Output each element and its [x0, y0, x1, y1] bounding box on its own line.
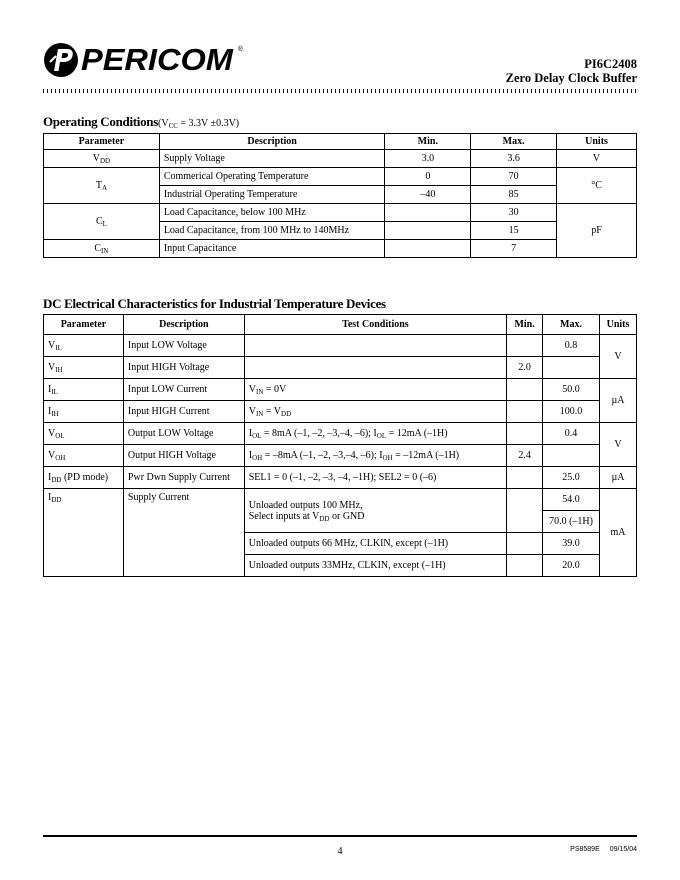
doc-code: PS8589E — [570, 846, 600, 853]
param-cell: $V_{OH}$ — [44, 445, 124, 467]
column-header: Units — [557, 134, 637, 150]
pericom-logo-icon — [43, 42, 79, 78]
min-cell: 2.0 — [507, 357, 543, 379]
desc-cell: Output HIGH Voltage — [123, 445, 244, 467]
column-header: Units — [599, 315, 636, 335]
doc-date: 09/15/04 — [609, 846, 637, 853]
operating-conditions-supply: $(V_{CC} = 3.3V \pm 0.3V)$ — [158, 118, 240, 130]
desc-cell: Load Capacitance, from 100 MHz to 140MHz — [159, 222, 385, 240]
company-logo — [43, 40, 243, 80]
desc-cell: Input LOW Voltage — [123, 335, 244, 357]
operating-conditions-table — [43, 133, 637, 258]
units-cell: V — [557, 150, 637, 168]
max-cell: 0.8 — [543, 335, 600, 357]
column-header: Description — [159, 134, 385, 150]
param-cell: $I_{IL}$ — [44, 379, 124, 401]
cond-cell: $V_{IN} = V_{DD}$ — [244, 401, 506, 423]
table-row — [44, 150, 637, 168]
column-header: Min. — [507, 315, 543, 335]
min-cell: 0 — [385, 168, 471, 186]
param-cell: $I_{DD}$ — [44, 489, 124, 577]
table-row — [44, 489, 637, 511]
units-cell: µA — [599, 379, 636, 423]
cond-cell: $V_{IN} = 0V$ — [244, 379, 506, 401]
param-cell: $C_L$ — [44, 204, 160, 240]
column-header: Max. — [471, 134, 557, 150]
param-cell: $V_{OL}$ — [44, 423, 124, 445]
desc-cell: Input HIGH Voltage — [123, 357, 244, 379]
cond-cell — [244, 357, 506, 379]
max-cell: 54.0 — [543, 489, 600, 511]
param-cell: $T_A$ — [44, 168, 160, 204]
registered-mark: ® — [237, 45, 243, 53]
operating-conditions-title: Operating $Conditions(V_{CC} = 3.3V \pm 0.3V)$ — [43, 114, 240, 130]
max-cell: 70 — [471, 168, 557, 186]
desc-cell: Input HIGH Current — [123, 401, 244, 423]
max-cell: 25.0 — [543, 467, 600, 489]
desc-cell: Industrial Operating Temperature — [159, 186, 385, 204]
param-cell: $V_{IL}$ — [44, 335, 124, 357]
param-cell: $V_{DD}$ — [44, 150, 160, 168]
min-cell — [507, 555, 543, 577]
param-cell: $I_{IH}$ — [44, 401, 124, 423]
cond-cell — [244, 335, 506, 357]
table-row — [44, 401, 637, 423]
max-cell: 100.0 — [543, 401, 600, 423]
units-cell: V — [599, 423, 636, 467]
units-cell: °C — [557, 168, 637, 204]
min-cell — [385, 204, 471, 222]
desc-cell: Input Capacitance — [159, 240, 385, 258]
param-cell: $V_{IH}$ — [44, 357, 124, 379]
page-number: 4 — [337, 846, 343, 857]
table-row — [44, 379, 637, 401]
units-cell: V — [599, 335, 636, 379]
max-cell — [543, 357, 600, 379]
table-header-row — [44, 134, 637, 150]
min-cell — [385, 240, 471, 258]
desc-cell: Output LOW Voltage — [123, 423, 244, 445]
max-cell — [543, 445, 600, 467]
table-row — [44, 204, 637, 222]
cond-cell: $I_{OL} = 8mA$ (–1, –2, –3,–4, –6); $I_{OL} = 12mA$ (–1H) — [244, 423, 506, 445]
cond-cell: Unloaded outputs 66 MHz, CLKIN, except (–1H) — [244, 533, 506, 555]
cond-cell: SEL1 = 0 (–1, –2, –3, –4, –1H); SEL2 = 0 (–6) — [244, 467, 506, 489]
min-cell: 3.0 — [385, 150, 471, 168]
max-cell: 0.4 — [543, 423, 600, 445]
part-number: PI6C2408 — [584, 57, 637, 71]
column-header: Test Conditions — [244, 315, 506, 335]
min-cell — [507, 379, 543, 401]
column-header: Min. — [385, 134, 471, 150]
units-cell: pF — [557, 204, 637, 258]
min-cell — [507, 533, 543, 555]
cond-cell: $I_{OH} = -8mA$ (–1, –2, –3,–4, –6); $I_{OH} = -12mA$ (–1H) — [244, 445, 506, 467]
param-cell: $C_{IN}$ — [44, 240, 160, 258]
table-row — [44, 357, 637, 379]
max-cell: 30 — [471, 204, 557, 222]
desc-cell: Supply Voltage — [159, 150, 385, 168]
table-row — [44, 240, 637, 258]
min-cell: 2.4 — [507, 445, 543, 467]
column-header: Parameter — [44, 134, 160, 150]
logo-text: PERICOM — [81, 42, 233, 77]
table-row — [44, 168, 637, 186]
dc-characteristics-title: DC Electrical Characteristics for Industrial Temperature Devices — [43, 296, 386, 311]
document-header — [506, 57, 637, 85]
desc-cell: Load Capacitance, below 100 MHz — [159, 204, 385, 222]
min-cell — [507, 489, 543, 533]
desc-cell: Supply Current — [123, 489, 244, 577]
max-cell: 3.6 — [471, 150, 557, 168]
footer-rule — [43, 835, 637, 837]
desc-cell: Pwr Dwn Supply Current — [123, 467, 244, 489]
document-subtitle: Zero Delay Clock Buffer — [505, 71, 637, 85]
min-cell — [507, 335, 543, 357]
cond-cell: Unloaded outputs 33MHz, CLKIN, except (–1H) — [244, 555, 506, 577]
max-cell: 15 — [471, 222, 557, 240]
max-cell: 70.0 (–1H) — [543, 511, 600, 533]
header-dotted-rule — [43, 89, 637, 93]
desc-cell: Input LOW Current — [123, 379, 244, 401]
column-header: Description — [123, 315, 244, 335]
table-row — [44, 467, 637, 489]
cond-cell: Unloaded outputs 100 MHz, Select inputs at $V_{DD}$ or GND — [244, 489, 506, 533]
table-row — [44, 445, 637, 467]
column-header: Max. — [543, 315, 600, 335]
table-header-row — [44, 315, 637, 335]
max-cell: 85 — [471, 186, 557, 204]
max-cell: 50.0 — [543, 379, 600, 401]
desc-cell: Commerical Operating Temperature — [159, 168, 385, 186]
min-cell — [507, 423, 543, 445]
param-cell: $I_{DD}$ (PD mode) — [44, 467, 124, 489]
table-row — [44, 423, 637, 445]
dc-characteristics-table — [43, 314, 637, 577]
max-cell: 7 — [471, 240, 557, 258]
min-cell — [385, 222, 471, 240]
min-cell: –40 — [385, 186, 471, 204]
max-cell: 39.0 — [543, 533, 600, 555]
table-row — [44, 335, 637, 357]
column-header: Parameter — [44, 315, 124, 335]
units-cell: µA — [599, 467, 636, 489]
min-cell — [507, 467, 543, 489]
max-cell: 20.0 — [543, 555, 600, 577]
units-cell: mA — [599, 489, 636, 577]
min-cell — [507, 401, 543, 423]
document-reference — [570, 846, 637, 853]
